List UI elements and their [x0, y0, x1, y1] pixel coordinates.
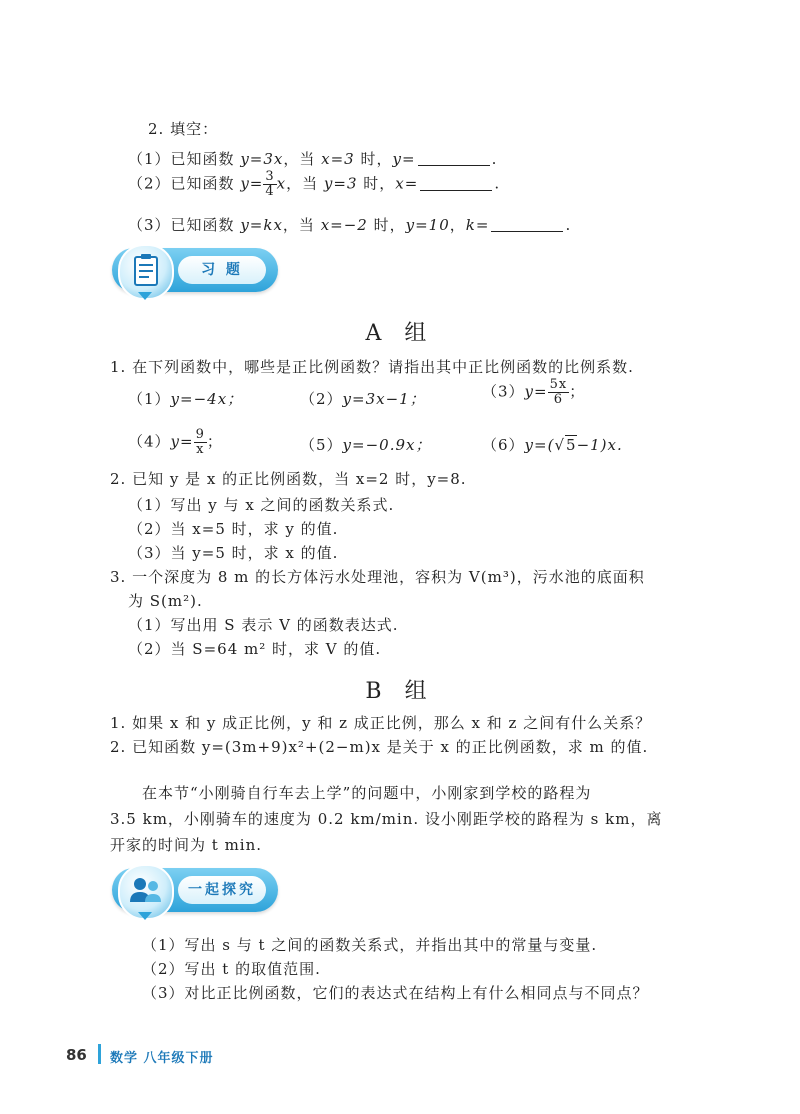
- a-p1-item-2: （2）y=3x−1；: [300, 390, 426, 408]
- answer-blank[interactable]: [418, 165, 490, 166]
- explore-item: （3）对比正比例函数，它们的表达式在结构上有什么相同点与不同点？: [142, 984, 649, 1002]
- explore-item: （2）写出 t 的取值范围.: [142, 960, 321, 978]
- footer-divider: [98, 1044, 101, 1064]
- fill-q3: （3）已知函数 y=kx，当 x=−2 时，y=10，k= .: [128, 216, 572, 234]
- explore-banner: [112, 868, 278, 912]
- book-title: 数学 八年级下册: [110, 1051, 214, 1066]
- exercise-label: 习 题: [178, 256, 266, 284]
- a-p1-item-1: （1）y=−4x；: [128, 390, 244, 408]
- a-p1-item-6: （6）y=(√5−1)x.: [482, 436, 623, 454]
- explore-item: （1）写出 s 与 t 之间的函数关系式，并指出其中的常量与变量.: [142, 936, 598, 954]
- fill-q2: （2）已知函数 y= $\frac{3}{4}$ x，当 y=3 时，x= .: [128, 169, 501, 199]
- a-p1-item-3: （3）y= $\frac{5x}{6}$ ；: [482, 377, 586, 407]
- intro-line-3: 开家的时间为 t min.: [110, 836, 263, 854]
- explore-label: 一起探究: [178, 876, 266, 904]
- exercise-banner: [112, 248, 278, 292]
- a-p3-sub: （1）写出用 S 表示 V 的函数表达式.: [128, 616, 399, 634]
- a-p2-sub: （2）当 x=5 时，求 y 的值.: [128, 520, 339, 538]
- answer-blank[interactable]: [491, 231, 563, 232]
- fill-title: 2. 填空：: [148, 120, 219, 138]
- a-p3-line1: 3. 一个深度为 8 m 的长方体污水处理池，容积为 V(m³)，污水池的底面积: [110, 568, 645, 586]
- a-p1-text: 1. 在下列函数中，哪些是正比例函数？请指出其中正比例函数的比例系数.: [110, 358, 634, 376]
- a-p3-sub: （2）当 S=64 m² 时，求 V 的值.: [128, 640, 382, 658]
- page-number: 86: [66, 1046, 87, 1064]
- fraction: $\frac{3}{4}$: [265, 169, 275, 199]
- fill-q1: （1）已知函数 y=3x，当 x=3 时，y= .: [128, 150, 498, 168]
- b-p2: 2. 已知函数 y=(3m+9)x²+(2−m)x 是关于 x 的正比例函数，求 m 的值.: [110, 738, 649, 756]
- a-p2-text: 2. 已知 y 是 x 的正比例函数，当 x=2 时，y=8.: [110, 470, 467, 488]
- group-a-heading: A 组: [365, 321, 435, 346]
- answer-blank[interactable]: [420, 190, 492, 191]
- a-p1-item-4: （4）y= $\frac{9}{x}$ ；: [128, 427, 223, 457]
- a-p2-sub: （3）当 y=5 时，求 x 的值.: [128, 544, 339, 562]
- a-p1-item-5: （5）y=−0.9x；: [300, 436, 432, 454]
- b-p1: 1. 如果 x 和 y 成正比例，y 和 z 成正比例，那么 x 和 z 之间有什么关系？: [110, 714, 652, 732]
- a-p2-sub: （1）写出 y 与 x 之间的函数关系式.: [128, 496, 395, 514]
- group-b-heading: B 组: [365, 679, 435, 704]
- intro-line-2: 3.5 km，小刚骑车的速度为 0.2 km/min. 设小刚距学校的路程为 s km，离: [110, 810, 663, 828]
- a-p3-line2: 为 S(m²).: [128, 592, 203, 610]
- intro-line-1: 在本节“小刚骑自行车去上学”的问题中，小刚家到学校的路程为: [142, 784, 592, 802]
